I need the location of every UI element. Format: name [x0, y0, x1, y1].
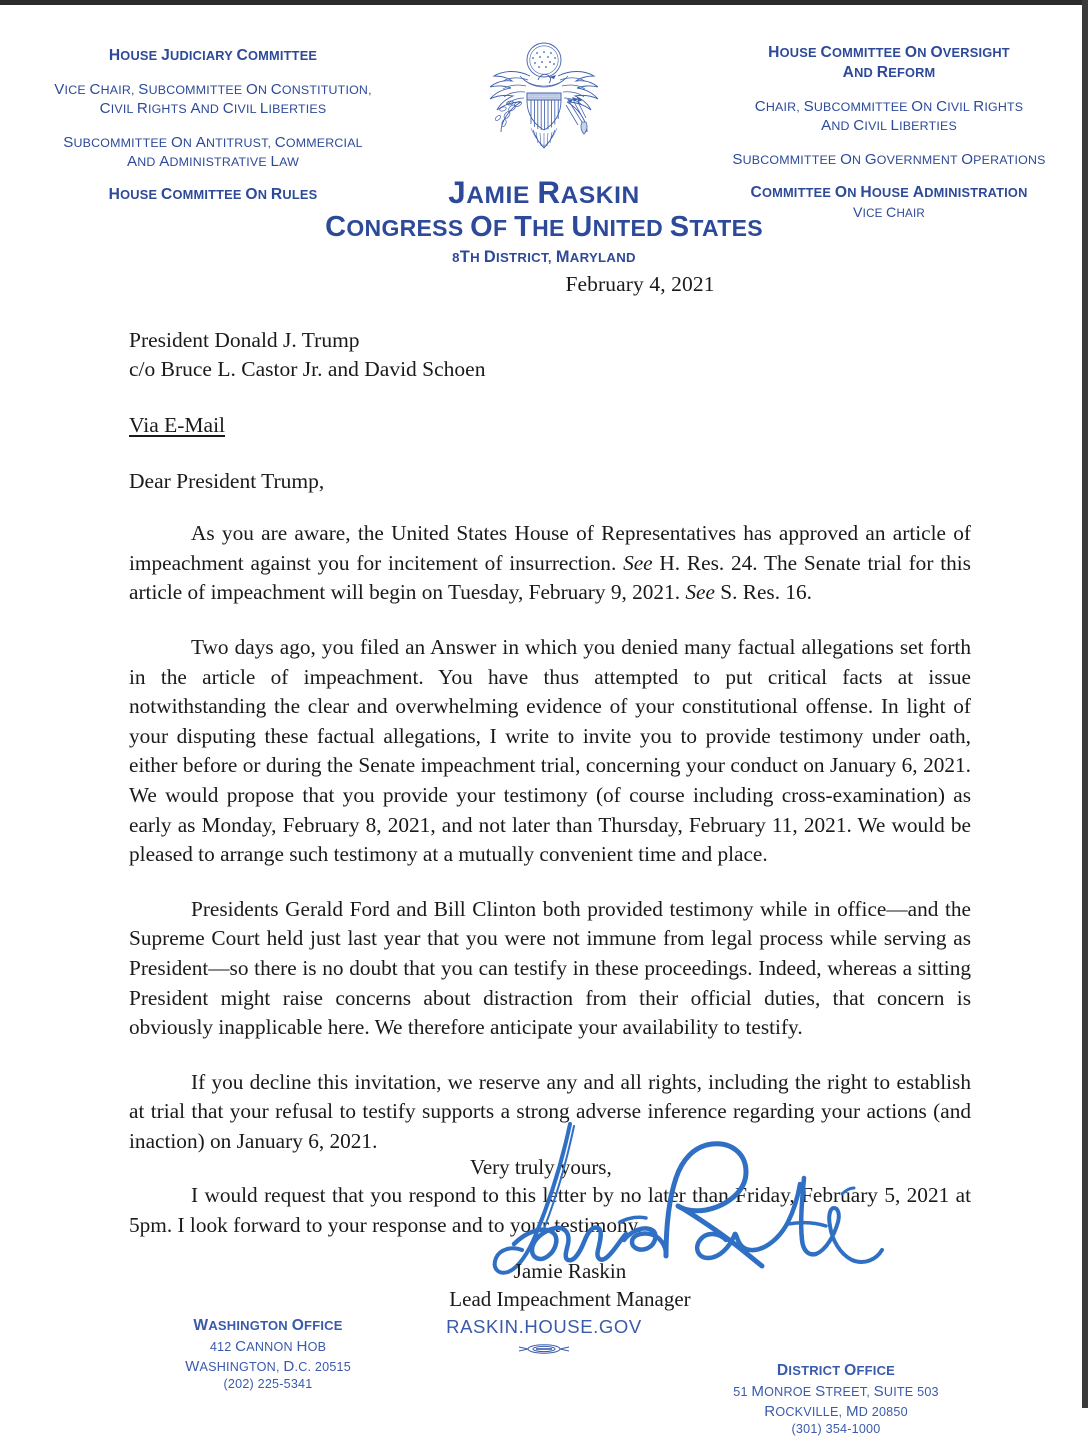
washington-office-heading: WASHINGTON OFFICE — [193, 1317, 343, 1334]
committee-left-line: CIVIL RIGHTS AND CIVIL LIBERTIES — [99, 100, 327, 118]
committee-right-line: COMMITTEE ON HOUSE ADMINISTRATION — [750, 184, 1028, 202]
committee-right-entry — [730, 97, 1048, 136]
signature-block — [405, 1258, 735, 1314]
committee-right-line: HOUSE COMMITTEE ON OVERSIGHT — [768, 44, 1010, 61]
committee-right-line: AND REFORM — [842, 63, 936, 81]
washington-office-line: WASHINGTON, D.C. 20515 — [185, 1357, 351, 1375]
letter-paragraph: If you decline this invitation, we reserve any and all rights, including the right to establish at trial that your refusal to testify supports a strong adverse inference regarding your actions (and inaction) on January 6, 2021. — [129, 1069, 971, 1153]
committee-right-entry — [730, 150, 1048, 169]
district-office-heading: DISTRICT OFFICE — [776, 1362, 896, 1379]
washington-office-block — [118, 1316, 418, 1393]
committee-right-line: CHAIR, SUBCOMMITTEE ON CIVIL RIGHTS — [754, 97, 1024, 115]
closing-block — [470, 1155, 890, 1180]
letter-paragraph: I would request that you respond to this letter by no later than Friday, February 5, 2021 at 5pm. I look forward to your response and to your testimony. — [129, 1183, 971, 1238]
addressee-line: President Donald J. Trump — [129, 328, 360, 352]
representative-name: JAMIE RASKIN — [448, 175, 640, 210]
committee-right-entry — [730, 43, 1048, 83]
committee-right-line: VICE CHAIR — [853, 203, 925, 220]
citation-signal: See — [623, 550, 653, 575]
committee-right-line: SUBCOMMITTEE ON GOVERNMENT OPERATIONS — [732, 150, 1046, 168]
great-seal-of-the-united-states-icon — [478, 40, 610, 168]
signer-name: Jamie Raskin — [513, 1259, 627, 1283]
congress-line: CONGRESS OF THE UNITED STATES — [325, 211, 763, 244]
delivery-method-label: Via E-Mail — [129, 413, 226, 438]
committee-left-line: HOUSE COMMITTEE ON RULES — [108, 186, 318, 204]
committee-right-line: AND CIVIL LIBERTIES — [821, 117, 957, 135]
letter-paragraph: As you are aware, the United States House of Representatives has approved an article of impeachment against you for incitement of insurrection. See H. Res. 24. The Senate trial for this article of impeachment will begin on Tuesday, February 9, 2021. See S. Res. 16. — [129, 521, 971, 605]
signer-title: Lead Impeachment Manager — [449, 1286, 691, 1311]
delivery-method — [129, 413, 971, 438]
website-url[interactable]: RASKIN.HOUSE.GOV — [446, 1316, 642, 1337]
letterhead-footer — [0, 1316, 1088, 1437]
scan-edge-top — [0, 0, 1088, 5]
district-line: 8TH DISTRICT, MARYLAND — [452, 247, 636, 266]
letter-date: February 4, 2021 — [565, 272, 715, 296]
committee-left-line: VICE CHAIR, SUBCOMMITTEE ON CONSTITUTION, — [54, 80, 372, 98]
district-office-line: ROCKVILLE, MD 20850 — [764, 1402, 908, 1420]
district-office-block — [676, 1361, 996, 1438]
addressee-block — [129, 326, 971, 383]
letter-body — [129, 272, 971, 1262]
letterhead-right-column — [730, 43, 1048, 222]
district-office-line: 51 MONROE STREET, SUITE 503 — [733, 1382, 939, 1400]
citation-signal: See — [685, 580, 715, 605]
committee-left-line: AND ADMINISTRATIVE LAW — [126, 153, 300, 171]
washington-office-line: (202) 225-5341 — [223, 1377, 313, 1392]
closing-salutation: Very truly yours, — [470, 1155, 612, 1179]
letterhead — [0, 40, 1088, 266]
letter-paragraph: Presidents Gerald Ford and Bill Clinton both provided testimony while in office—and the Supreme Court held just last year that you were not immune from legal process while serving as President—so there is no doubt that you can testify in these proceedings. Indeed, whereas a sitting President might raise concerns about distraction from their official duties, that concern is obviously inapplicable here. We therefore anticipate your availability to testify. — [129, 896, 971, 1040]
committee-right-entry — [730, 183, 1048, 222]
committee-left-line: HOUSE JUDICIARY COMMITTEE — [108, 47, 318, 64]
washington-office-line: 412 CANNON HOB — [209, 1337, 327, 1355]
letter-paragraph: Two days ago, you filed an Answer in which you denied many factual allegations set forth in the article of impeachment. You have thus attempted to put critical facts at issue notwithstanding the clear and overwhelming evidence of your constitutional offense. In light of your disputing these factual allegations, I write to invite you to provide testimony under oath, either before or during the Senate impeachment trial, concerning your conduct on January 6, 2021. We would propose that you provide your testimony (of course including cross-examination) as early as Monday, February 8, 2021, and not later than Thursday, February 11, 2021. We would be pleased to arrange such testimony at a mutually convenient time and place. — [129, 634, 971, 867]
paragraph-list — [129, 519, 971, 1240]
salutation: Dear President Trump, — [129, 469, 325, 494]
addressee-line: c/o Bruce L. Castor Jr. and David Schoen — [129, 356, 486, 381]
committee-left-line: SUBCOMMITTEE ON ANTITRUST, COMMERCIAL — [63, 133, 363, 151]
district-office-line: (301) 354-1000 — [791, 1422, 881, 1437]
